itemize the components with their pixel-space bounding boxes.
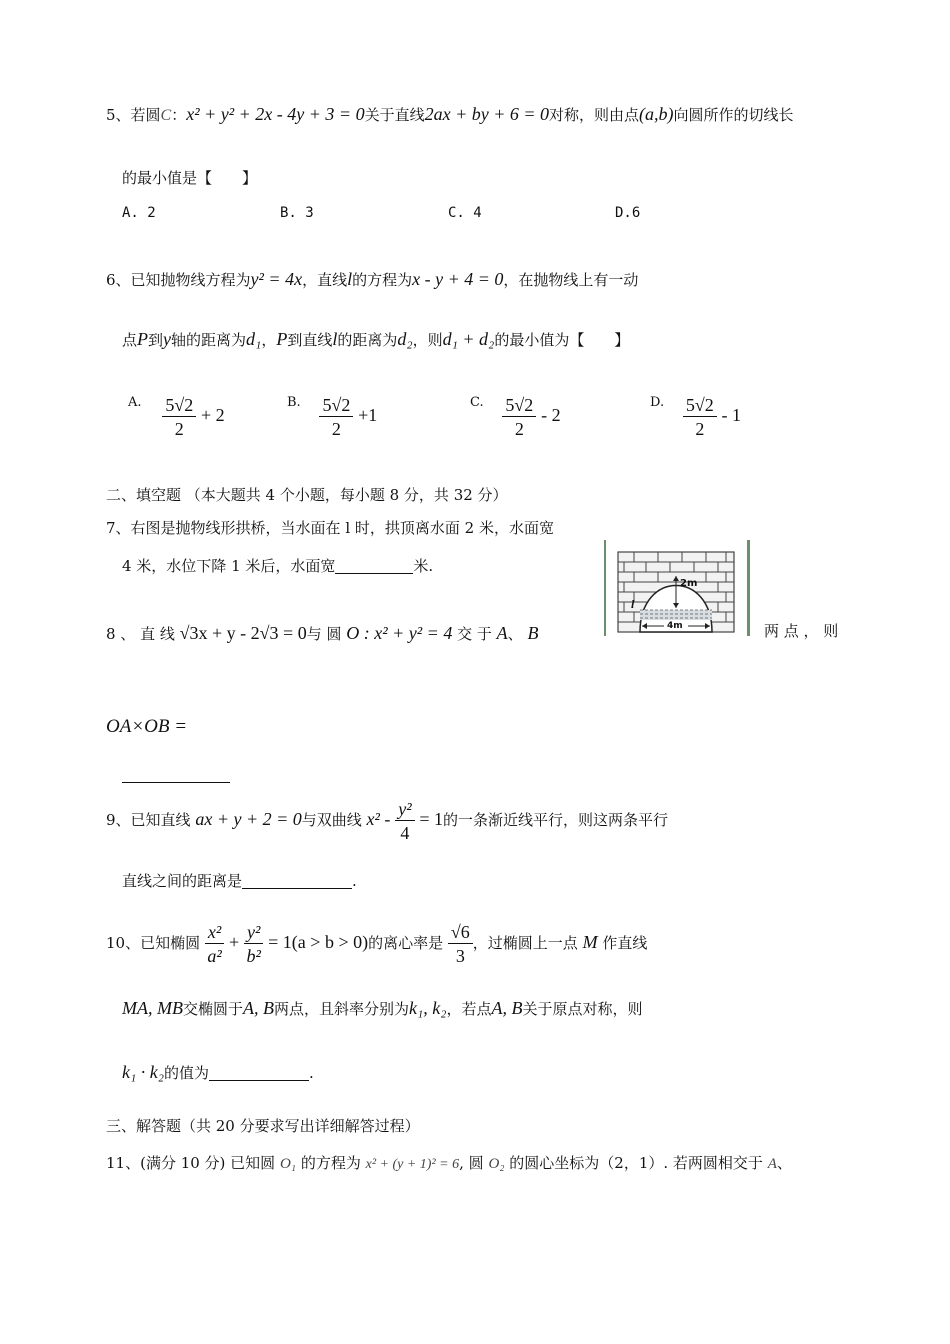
q6-option-b: [287, 396, 377, 438]
q6-option-c-tail: - 2: [541, 405, 561, 425]
q9-hyperbola-den: 4: [400, 823, 410, 843]
q11-end: 、: [776, 1154, 792, 1172]
q11-equation: x² + (y + 1)² = 6: [365, 1157, 460, 1172]
q10-l3-b: 的值为: [164, 1064, 210, 1082]
q5-option-d: D.6: [615, 205, 641, 221]
q6-option-b-tail: +1: [358, 405, 378, 425]
q9-line2: [122, 874, 357, 889]
q10-l2-f: ，若点: [446, 1000, 492, 1018]
q10-text1: ，过椭圆上一点: [472, 934, 578, 952]
q6-text3: ，在抛物线上有一动: [503, 271, 639, 289]
q5-circle-label: C: [160, 107, 172, 124]
q6-option-b-label: B.: [287, 395, 301, 410]
q6-line-l: l: [347, 269, 353, 289]
q10-y2: y²: [244, 923, 263, 944]
q10-line3: [122, 1063, 314, 1081]
q9-hyperbola-fraction: [395, 800, 414, 842]
q6-option-a-num: 5√2: [162, 396, 196, 417]
q7-line2: [122, 559, 433, 574]
q9-line2-text: 直线之间的距离是: [122, 872, 243, 890]
q5-prefix: 5、若圆: [106, 106, 161, 124]
q9-hyperbola-b: = 1: [419, 809, 444, 829]
q6-option-d: [650, 396, 741, 438]
q6-point-p: P: [137, 329, 149, 349]
q5-line1: [106, 105, 794, 124]
q5-mid-text: 关于直线: [364, 106, 425, 124]
q6-option-c: [470, 396, 561, 438]
q6-option-a-label: A.: [128, 395, 142, 410]
q10-b2: b²: [246, 946, 261, 966]
q6-option-b-fraction: [319, 396, 353, 438]
q6-sum: d₁ + d₂: [442, 329, 495, 349]
q9-line-equation: ax + y + 2 = 0: [195, 809, 302, 829]
q6-l2-e: 到直线: [287, 331, 333, 349]
q10-text2: 作直线: [602, 934, 648, 952]
q10-x2: x²: [205, 923, 224, 944]
q6-line2: [122, 330, 629, 348]
q5-option-c: C. 4: [448, 205, 482, 221]
q11-text3: 的圆心坐标为（2，1）. 若两圆相交于: [509, 1154, 763, 1172]
q9-mid-text: 与双曲线: [301, 811, 362, 829]
q6-option-c-fraction: [502, 396, 536, 438]
q6-text1: ，直线: [302, 271, 348, 289]
q10-ecc-den: 3: [455, 946, 465, 966]
q11-prefix: 11、(满分 10 分) 已知圆: [106, 1154, 276, 1172]
q11-line1: [106, 1156, 792, 1172]
q9-line1: [106, 800, 668, 842]
q10-answer-blank[interactable]: [209, 1066, 309, 1081]
section-3-heading: 三、解答题（共 20 分要求写出详细解答过程）: [106, 1117, 420, 1135]
q6-option-c-den: 2: [514, 419, 524, 439]
q6-option-d-den: 2: [695, 419, 705, 439]
q10-condition: = 1(a > b > 0): [268, 932, 369, 952]
q5-colon: ：: [171, 106, 187, 124]
q11-o1: O₁: [279, 1156, 297, 1172]
q9-prefix: 9、已知直线: [106, 811, 191, 829]
q10-l2-d: 两点，且斜率分别为: [274, 1000, 410, 1018]
q9-answer-blank[interactable]: [242, 874, 352, 889]
q6-l2-d: ，: [261, 331, 277, 349]
q10-line1: [106, 923, 647, 965]
q6-line-l-2: l: [332, 329, 338, 349]
q8-mid-text: 与 圆: [306, 625, 342, 643]
q8-point-a: A: [496, 623, 508, 643]
q6-option-d-label: D.: [650, 395, 665, 410]
q8-answer-blank[interactable]: [122, 782, 230, 783]
q10-a2: a²: [207, 946, 222, 966]
q8-suffix: 两 点 ， 则: [764, 622, 839, 640]
q6-line1: [106, 270, 638, 288]
q6-option-d-fraction: [683, 396, 717, 438]
q10-l2-e: k₁, k₂: [409, 998, 447, 1018]
q6-prefix: 6、已知抛物线方程为: [106, 271, 251, 289]
q7-line2-end: 米.: [413, 557, 434, 575]
q6-option-d-tail: - 1: [721, 405, 742, 425]
q6-l2-c: 轴的距离为: [171, 331, 247, 349]
q10-y-fraction: [244, 923, 263, 965]
q5-circle-equation: x² + y² + 2x - 4y + 3 = 0: [186, 104, 365, 124]
q10-x-fraction: [205, 923, 224, 965]
q6-parabola: y² = 4x: [250, 269, 303, 289]
q11-text2: , 圆: [459, 1154, 484, 1172]
q11-o2: O₂: [488, 1156, 505, 1172]
q9-hyperbola-a: x² -: [366, 809, 391, 829]
q8-circle-equation: O : x² + y² = 4: [346, 623, 453, 643]
figure-label-2m: 2m: [680, 578, 698, 589]
q5-option-a: A. 2: [122, 205, 156, 221]
q5-line-equation: 2ax + by + 6 = 0: [424, 104, 550, 124]
q6-l2-a: 点: [122, 331, 138, 349]
q10-ecc-fraction: [448, 923, 473, 965]
q8-point-b: B: [527, 623, 539, 643]
q10-line2: [122, 999, 643, 1017]
q6-option-a-den: 2: [174, 419, 184, 439]
q6-option-a-tail: + 2: [200, 405, 225, 425]
q6-l2-f: 的距离为: [337, 331, 398, 349]
q6-option-a: [128, 396, 225, 438]
q8-line-equation: √3x + y - 2√3 = 0: [179, 623, 307, 643]
q10-l2-a: MA, MB: [122, 998, 183, 1018]
q10-l3-end: .: [309, 1064, 314, 1082]
q5-point: (a,b): [639, 104, 674, 124]
q6-d1: d₁: [246, 329, 262, 349]
q9-suffix: 的一条渐近线平行，则这两条平行: [443, 811, 669, 829]
q5-suffix: 向圆所作的切线长: [673, 106, 794, 124]
q10-prefix: 10、已知椭圆: [106, 934, 201, 952]
q7-line1: 7、右图是抛物线形拱桥，当水面在 l 时，拱顶离水面 2 米，水面宽: [106, 519, 554, 537]
q6-point-p-2: P: [276, 329, 288, 349]
q6-option-d-num: 5√2: [683, 396, 717, 417]
q8-line1: [106, 624, 538, 642]
q7-line2-text: 4 米，水位下降 1 米后，水面宽: [122, 557, 336, 575]
q6-d2: d₂: [397, 329, 413, 349]
q8-text1: 交 于: [457, 625, 492, 643]
q6-option-c-label: C.: [470, 395, 484, 410]
q5-option-b: B. 3: [280, 205, 314, 221]
q10-l2-g: A, B: [491, 998, 523, 1018]
q6-line-equation: x - y + 4 = 0: [412, 269, 504, 289]
q5-line2: 的最小值是【 】: [122, 169, 258, 187]
q10-ecc-text: 的离心率是: [368, 934, 444, 952]
q8-separator: 、: [507, 625, 523, 643]
q10-l2-c: A, B: [243, 998, 274, 1018]
q9-line2-end: .: [352, 872, 357, 890]
q10-l2-h: 关于原点对称，则: [522, 1000, 643, 1018]
q10-l3-a: k₁ · k₂: [122, 1062, 164, 1082]
q6-y-axis: y: [163, 329, 172, 349]
figure-label-l: l: [631, 597, 635, 611]
q8-prefix: 8 、 直 线: [106, 625, 175, 643]
section-2-heading: 二、填空题 （本大题共 4 个小题，每小题 8 分，共 32 分）: [106, 486, 508, 504]
q6-option-a-fraction: [162, 396, 196, 438]
q6-option-c-num: 5√2: [502, 396, 536, 417]
q10-point-m: M: [582, 932, 598, 952]
q6-l2-g: ，则: [412, 331, 443, 349]
q8-dot-product: OA×OB =: [106, 716, 188, 737]
q9-hyperbola-num: y²: [395, 800, 414, 821]
q7-answer-blank[interactable]: [335, 559, 413, 574]
q6-l2-b: 到: [148, 331, 164, 349]
q10-l2-b: 交椭圆于: [182, 1000, 243, 1018]
q6-text2: 的方程为: [352, 271, 413, 289]
q6-option-b-num: 5√2: [319, 396, 353, 417]
q6-l2-h: 的最小值为【 】: [494, 331, 630, 349]
q11-point-a: A: [767, 1156, 777, 1172]
q10-ecc-num: √6: [448, 923, 473, 944]
figure-label-4m: 4m: [667, 621, 683, 631]
q10-plus: +: [229, 932, 240, 952]
q6-option-b-den: 2: [331, 419, 341, 439]
arch-bridge-figure: [604, 540, 752, 636]
q11-text1: 的方程为: [300, 1154, 361, 1172]
q5-after-line: 对称，则由点: [549, 106, 640, 124]
